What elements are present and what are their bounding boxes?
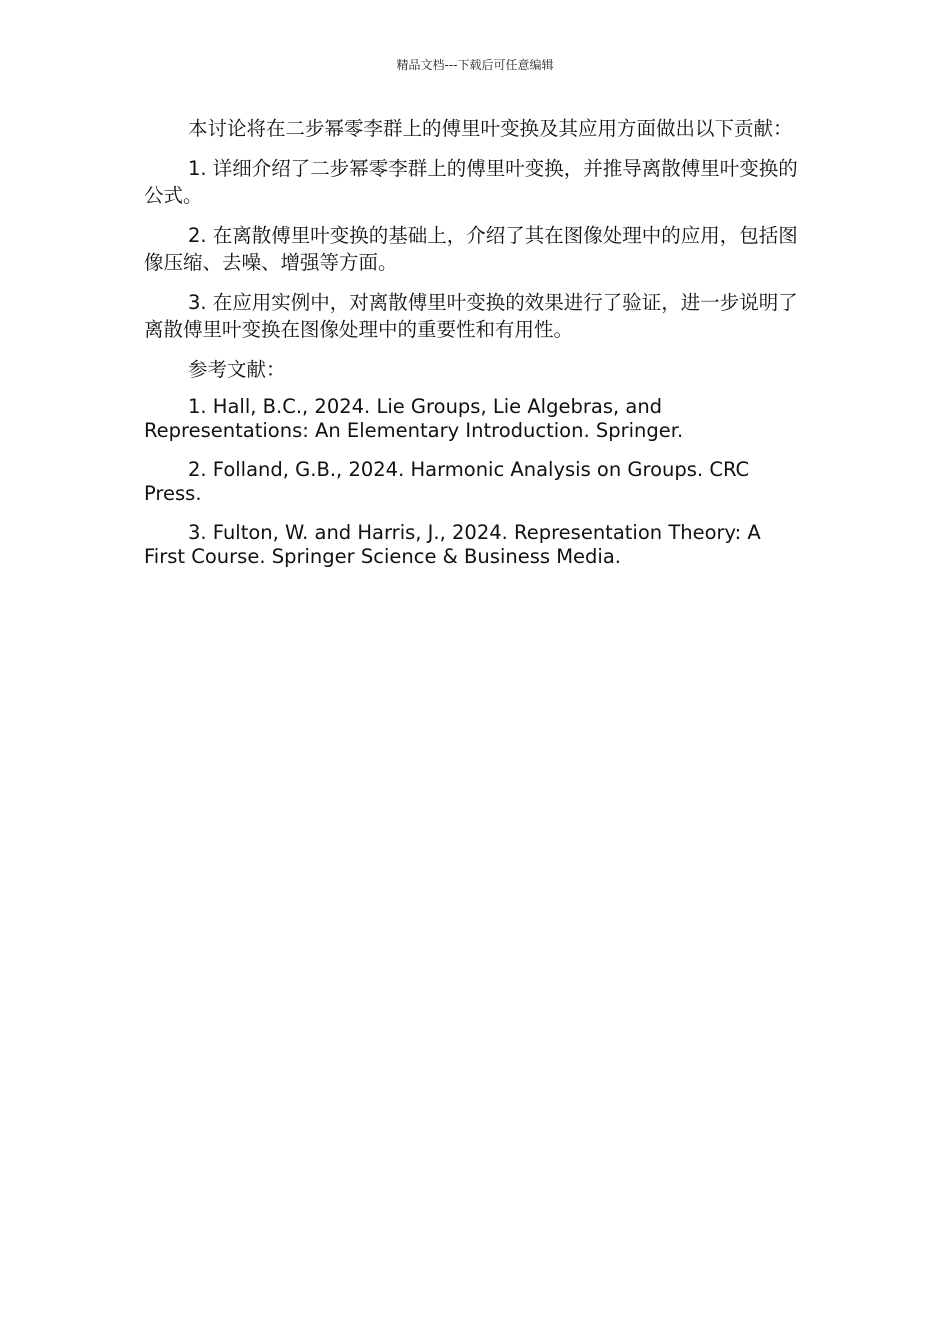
reference-item: 2. Folland, G.B., 2024. Harmonic Analysis on Groups. CRC Press.	[144, 458, 750, 505]
contribution-item: 2. 在离散傅里叶变换的基础上，介绍了其在图像处理中的应用，包括图像压缩、去噪、增强等方面。	[144, 224, 798, 274]
contribution-item: 3. 在应用实例中，对离散傅里叶变换的效果进行了验证，进一步说明了离散傅里叶变换在图像处理中的重要性和有用性。	[144, 291, 798, 341]
contribution-item: 1. 详细介绍了二步幂零李群上的傅里叶变换，并推导离散傅里叶变换的公式。	[144, 157, 798, 207]
page-header: 精品文档---下载后可任意编辑	[396, 58, 554, 72]
document-body	[144, 115, 806, 584]
reference-item: 1. Hall, B.C., 2024. Lie Groups, Lie Algebras, and Representations: An Elementary Introduction. Springer.	[144, 395, 684, 442]
references-heading: 参考文献：	[188, 358, 286, 381]
intro-paragraph: 本讨论将在二步幂零李群上的傅里叶变换及其应用方面做出以下贡献：	[188, 117, 793, 140]
reference-item: 3. Fulton, W. and Harris, J., 2024. Representation Theory: A First Course. Springer Science & Business Media.	[144, 521, 761, 568]
